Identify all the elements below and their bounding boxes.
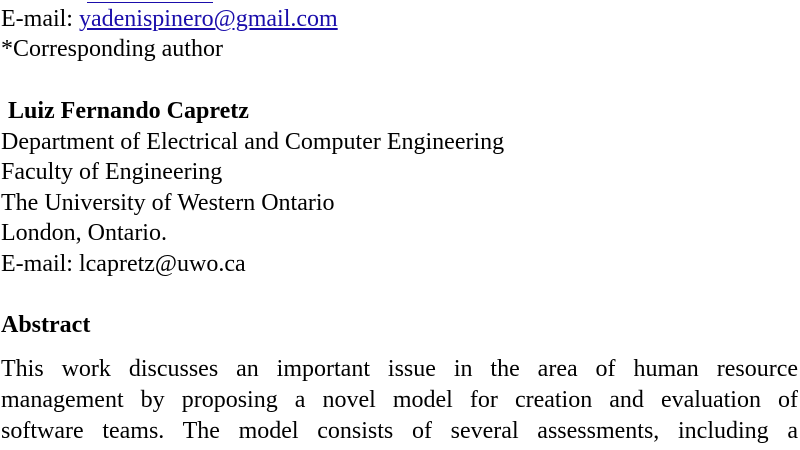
author2-name: Luiz Fernando Capretz [8,98,249,124]
previous-link-fragment[interactable] [87,0,213,3]
author2-faculty: Faculty of Engineering [1,159,223,185]
author2-university: The University of Western Ontario [1,190,335,216]
author2-email-line: E-mail: lcapretz@uwo.ca [1,251,246,277]
abstract-paragraph [1,354,798,447]
author2-department: Department of Electrical and Computer Engineering [1,129,505,155]
abstract-line: management by proposing a novel model for creation and evaluation of [1,387,798,413]
email-label: E-mail: [1,6,79,32]
author1-email-line [1,4,338,34]
author2-location: London, Ontario. [1,220,167,246]
abstract-heading: Abstract [1,312,91,338]
corresponding-author-note: *Corresponding author [1,36,223,62]
abstract-line: This work discusses an important issue in the area of human resource [1,356,798,382]
author1-email-link[interactable]: yadenispinero@gmail.com [78,6,338,32]
abstract-line: software teams. The model consists of several assessments, including a [1,418,798,444]
